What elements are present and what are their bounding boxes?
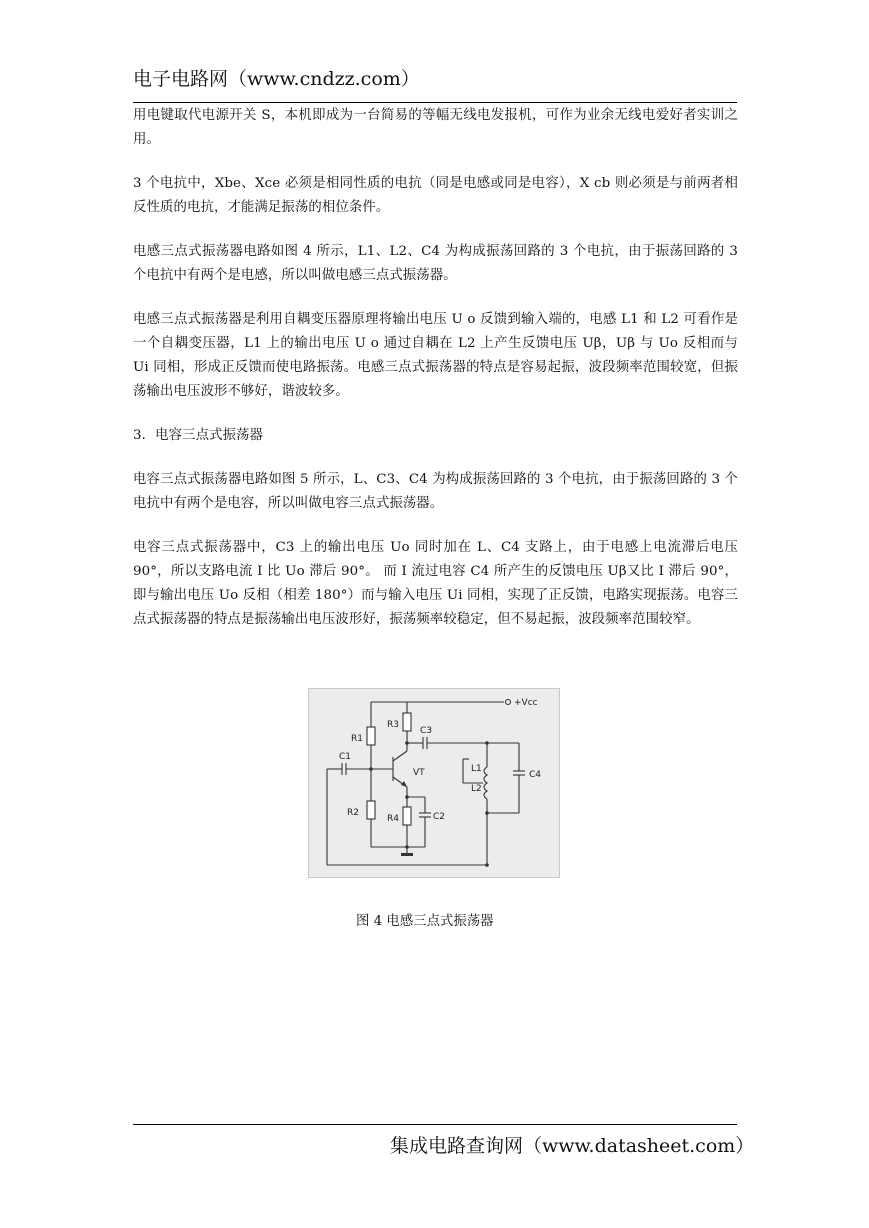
label-r3: R3 [387,720,399,730]
header-divider [133,102,737,103]
label-l1: L1 [471,764,482,774]
label-r1: R1 [351,734,363,744]
header-title: 电子电路网（www.cndzz.com） [133,68,420,90]
circuit-figure [308,688,560,878]
footer-title: 集成电路查询网（www.datasheet.com） [390,1135,755,1157]
document-body [133,104,738,652]
paragraph-5: 电容三点式振荡器电路如图 5 所示，L、C3、C4 为构成振荡回路的 3 个电抗，由于振荡回路的 3 个电抗中有两个是电容，所以叫做电容三点式振荡器。 [133,472,738,511]
paragraph-3: 电感三点式振荡器电路如图 4 所示，L1、L2、C4 为构成振荡回路的 3 个电抗，由于振荡回路的 3 个电抗中有两个是电感，所以叫做电感三点式振荡器。 [133,244,738,283]
footer-divider [133,1124,737,1125]
label-r4: R4 [387,814,399,824]
label-c4: C4 [529,770,542,780]
label-vcc: +Vcc [514,698,538,708]
paragraph-6: 电容三点式振荡器中，C3 上的输出电压 Uo 同时加在 L、C4 支路上，由于电感上电流滞后电压 90°，所以支路电流 I 比 Uo 滞后 90°。 而 I 流过电容 C4 所产生的反馈电压 Uβ又比 I 滞后 90°，即与输出电压 Uo 反相（相差 180°）而与输入电压 Ui 同相，实现了正反馈，电路实现振荡。电容三点式振荡器的特点是振荡输出电压波形好，振荡频率较稳定，但不易起振，波段频率范围较窄。 [133,540,738,627]
label-c1: C1 [339,752,352,762]
paragraph-2: 3 个电抗中，Xbe、Xce 必须是相同性质的电抗（同是电感或同是电容），X cb 则必须是与前两者相反性质的电抗，才能满足振荡的相位条件。 [133,176,738,215]
paragraph-1: 用电键取代电源开关 S，本机即成为一台简易的等幅无线电发报机，可作为业余无线电爱好者实训之用。 [133,108,738,147]
paragraph-4: 电感三点式振荡器是利用自耦变压器原理将输出电压 U o 反馈到输入端的，电感 L1 和 L2 可看作是一个自耦变压器，L1 上的输出电压 U o 通过自耦在 L2 上产生反馈电压 Uβ，Uβ 与 Uo 反相而与 Ui 同相，形成正反馈而使电路振荡。电感三点式振荡器的特点是容易起振，波段频率范围较宽，但振荡输出电压波形不够好，谐波较多。 [133,312,738,399]
label-r2: R2 [347,808,359,818]
label-vt: VT [413,768,425,778]
figure-caption: 图 4 电感三点式振荡器 [356,914,494,929]
section-heading: 3．电容三点式振荡器 [133,428,264,443]
circuit-diagram [309,689,561,879]
label-c2: C2 [433,812,446,822]
label-c3: C3 [420,726,433,736]
label-l2: L2 [471,784,482,794]
